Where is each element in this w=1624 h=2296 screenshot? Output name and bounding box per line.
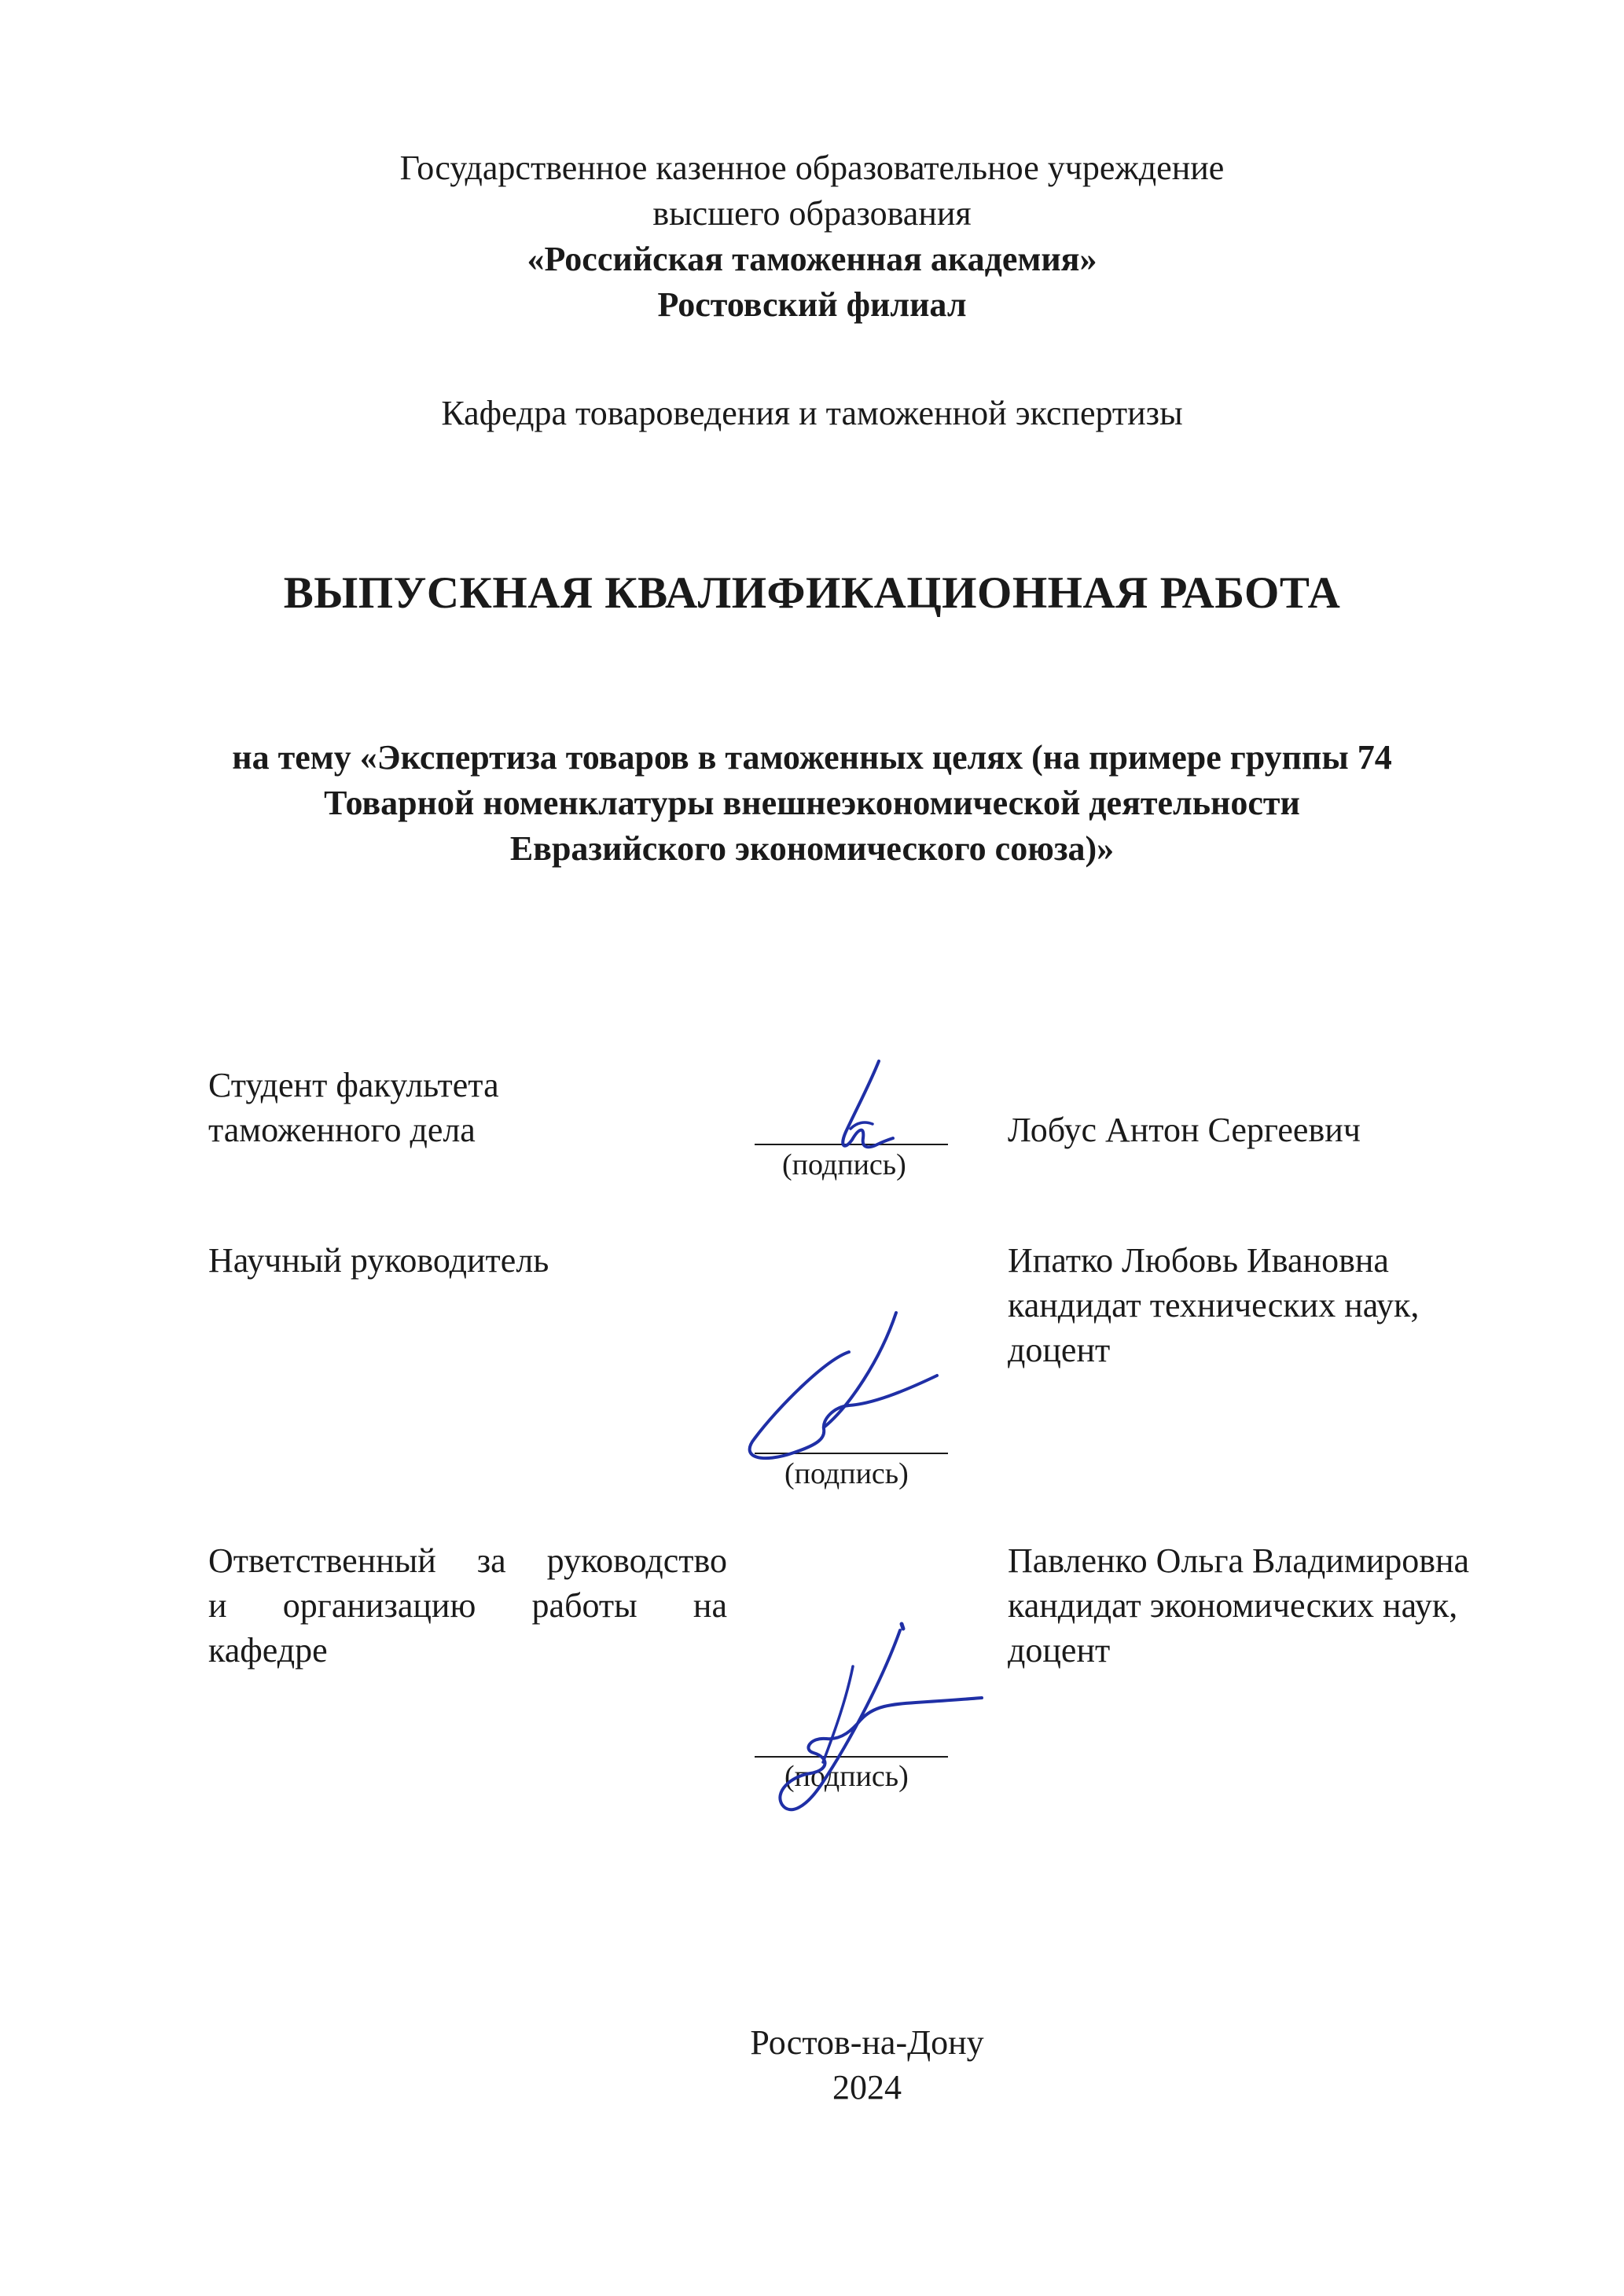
supervisor-title: доцент xyxy=(1008,1331,1111,1369)
city: Ростов-на-Дону xyxy=(750,2023,984,2062)
student-signature-caption: (подпись) xyxy=(782,1148,906,1181)
institution-line-2: высшего образования xyxy=(652,194,972,233)
responsible-title: доцент xyxy=(1008,1631,1111,1670)
responsible-role xyxy=(208,1538,727,1673)
responsible-role-line-3: кафедре xyxy=(208,1631,328,1670)
supervisor-role: Научный руководитель xyxy=(208,1241,549,1280)
supervisor-name: Ипатко Любовь Ивановна xyxy=(1008,1241,1389,1280)
student-signature-icon xyxy=(802,1053,920,1171)
topic-line-2: Товарной номенклатуры внешнеэкономической деятельности xyxy=(324,784,1300,822)
responsible-name: Павленко Ольга Владимировна xyxy=(1008,1541,1470,1580)
student-name: Лобус Антон Сергеевич xyxy=(1008,1111,1361,1149)
department: Кафедра товароведения и таможенной экспертизы xyxy=(441,394,1183,432)
responsible-role-line-1: Ответственный за руководство xyxy=(208,1541,727,1580)
topic-line-1: на тему «Экспертиза товаров в таможенных целях (на примере группы 74 xyxy=(232,738,1392,777)
topic-line-3: Евразийского экономического союза)» xyxy=(509,829,1115,868)
student-role-line-2: таможенного дела xyxy=(208,1111,476,1149)
supervisor-signature-icon xyxy=(731,1289,959,1470)
responsible-degree: кандидат экономических наук, xyxy=(1008,1586,1458,1625)
year: 2024 xyxy=(832,2068,902,2107)
responsible-role-line-2: и организацию работы на xyxy=(208,1586,727,1625)
student-role-line-1: Студент факультета xyxy=(208,1066,499,1104)
document-title: ВЫПУСКНАЯ КВАЛИФИКАЦИОННАЯ РАБОТА xyxy=(283,568,1341,618)
responsible-signature-icon xyxy=(735,1619,987,1824)
institution-line-1: Государственное казенное образовательное учреждение xyxy=(399,149,1225,187)
institution-branch: Ростовский филиал xyxy=(657,285,967,324)
institution-name: «Российская таможенная академия» xyxy=(527,240,1097,278)
supervisor-signature-caption: (подпись) xyxy=(784,1457,909,1490)
responsible-signature-caption: (подпись) xyxy=(784,1760,909,1793)
supervisor-degree: кандидат технических наук, xyxy=(1008,1286,1420,1324)
